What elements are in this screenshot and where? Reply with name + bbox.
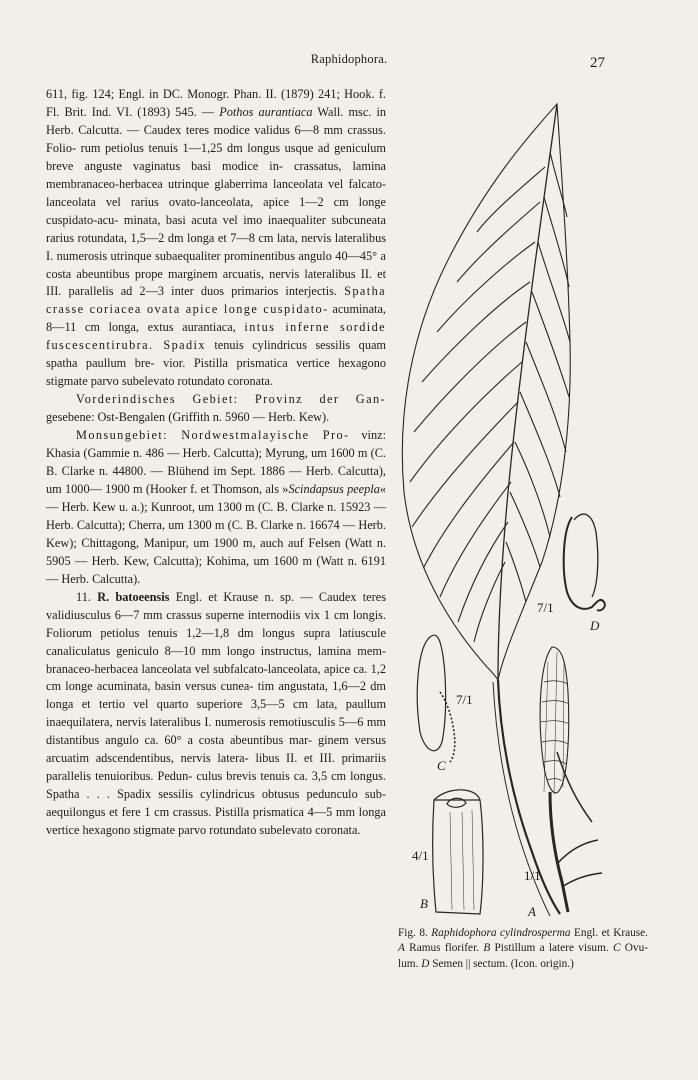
text-line: culus brevis tenuis ca. 3,5 cm longus. Spatha . . . [46,769,386,802]
text-line: prominentibus angulo 40—45° a costa abeuntibus [46,248,386,281]
text-line: distantibus angulo ca. 60° a costa abeuntibus mar- [46,733,313,748]
spadix-drawing [540,647,602,912]
caption-letter-B: B [483,942,491,955]
scale-label-D: 7/1 [537,600,554,615]
text-line: libus II. et III. primariis parallelis tenuioribus. Pedun- [46,751,387,784]
species-name: R. batoeensis [97,589,170,604]
text-line: 1900 m (Hooker f. et Thomson, als » [105,481,289,496]
paragraph-new-species [46,589,386,840]
figure-letter-B: B [420,896,428,911]
text-line: nervis lateralibus I. numerosis remotiusculis 5—6 mm [116,715,386,730]
text-line: Kohima, um 1600 m (Watt n. 6191 — Herb. [46,553,386,586]
species-number: 11. [76,589,91,604]
text-line: internodiis vix 1 cm longis. Foliorum petiolus tenuis [46,607,386,640]
text-line: um 1300 m (C. B. Clarke n. 16674 — Herb. [168,517,387,532]
text-line: apice ca. 1,2 cm longe acuminata, basin versus cunea- [46,661,386,694]
figure-letter-D: D [590,618,600,633]
text-line: intus inferne sordide fuscescentirubra. Spadix [46,320,387,353]
pistil-drawing [433,790,483,914]
figure-letter-C: C [437,758,446,773]
text-line: nervis lateralibus I. numerosis utrinque subaequaliter [46,230,387,263]
text-line: 1,2—1,8 dm longus supra latiuscule canaliculatus [46,625,386,658]
caption-text: Pistillum a latere visum. [490,942,613,955]
text-line: geniculo 8—10 mm longo instructus, lamina mem- [116,643,386,658]
caption-text: Ramus florifer. [404,942,480,955]
text-line: Spatha crasse coriacea ovata apice longe cuspidato- [46,284,387,317]
caption-prefix: Fig. 8. [398,927,432,939]
caption-text: Semen || sectum. (Icon. origin.) [429,957,574,970]
synonym-name: peepla [347,481,380,496]
caption-letter-C: C [612,942,621,955]
scale-label-A: 1/1 [524,868,541,883]
text-line: 611, fig. 124; Engl. in DC. Monogr. Phan. II. (1879) [46,87,314,101]
text-line: Myrung, um 1600 m (C. B. Clarke n. 44800. — [46,446,386,479]
text-line: aequilongus et fere 1 cm crassus. Pistilla prismatica [46,805,305,820]
body-text-column [46,86,386,840]
text-line: (C. B. Clarke n. 15923 — Herb. Calcutta); Cherra, [46,499,386,532]
text-line: Monsungebiet: Nordwestmalayische Pro- [76,428,350,443]
text-line: ginem versus arcuatim adscendentibus, nervis latera- [46,733,387,766]
text-line: tenuis cylindricus sessilis quam spatha paullum bre- [46,338,386,371]
caption-letter-D: D [421,957,430,970]
text-line: 4—5 mm longa vertice hexagono stigmate parvo [46,805,386,838]
text-line: 241; Hook. f. Fl. Brit. Ind. VI. (1893) 545. — [46,87,386,119]
page-number: 27 [590,55,605,71]
text-line: ovato-lanceolata, apice 1—2 cm longe cuspidato-acu- [46,194,387,227]
text-line: branaceo-herbacea lanceolata vel subfalcato-lanceolata, [46,661,321,676]
figure-caption [398,926,648,972]
text-line: Felsen (Watt n. 5905 — Herb. Kew, Calcutta); [46,535,386,568]
leaf-drawing [402,104,570,916]
text-line: Spadix sessilis cylindricus obtusus pedunculo sub- [117,787,386,802]
text-line: rarius rotundata, 1,5—2 dm longa et 7—8 cm lata, [46,230,298,245]
figure-letter-A: A [528,904,536,919]
text-line: minata, basi acuta vel imo inaequaliter subcuneata [123,212,386,227]
text-line: rotundato subelevato coronata. [209,823,361,838]
text-line: Caudex teres validiusculus 6—7 mm crassus superne [46,589,386,622]
text-line: Wall. msc. in Herb. Calcutta. — [46,104,387,137]
paragraph-distribution-monsoon [46,427,386,589]
paragraph-description [46,86,386,391]
text-line: geniculum breve anguste vaginatus basi modice in- [46,140,387,173]
running-title: Raphidophora. [310,52,388,66]
text-line: glaberrima lanceolata vel falcato-lanceolata vel rarius [46,176,387,209]
caption-species: Raphidophora cylindrosperma [431,927,571,939]
text-line: parallelis ad 2—3 inter duos primarios interjectis. [68,284,337,299]
text-line: gesebene: Ost-Bengalen (Griffith n. 5960 — [46,410,266,425]
synonym-name: Scindapsus [288,481,344,496]
text-line: Kew); Chittagong, Manipur, um 1900 m, auch auf [46,535,304,550]
text-line: superiore 3,5—5 cm lata, paullum inaequilatera, [46,697,387,730]
botanical-illustration [392,92,650,932]
text-line: tim angustata, 1,6—2 dm longa et tertio vel quarto [46,679,386,712]
caption-letter-A: A [398,942,405,955]
text-line: Blühend im Sept. 1886 — Herb. Calcutta), um 1000— [46,464,387,496]
text-line: Caudex teres modice validus 6—8 mm crassus. Folio- [46,122,386,155]
seed-section-drawing [564,514,605,610]
paragraph-distribution-india [46,391,386,427]
text-line: crassatus, lamina membranaceo-herbacea utrinque [46,158,386,191]
text-line: « — Herb. Kew u. a.); Kunroot, um 1300 m [46,481,386,514]
text-line: acuminata, 8—11 cm longa, extus aurantiaca, [46,302,386,335]
ovule-drawing [417,635,455,762]
text-line: Engl. et Krause n. sp. — [169,589,313,604]
text-line: Calcutta). [92,571,141,586]
caption-text: Engl. et Krause. [573,927,649,939]
text-line: prope marginem arcuatis, nervis lateralibus II. et III. [46,266,386,299]
text-line: vinz: Khasia (Gammie n. 486 — Herb. Calcutta); [46,428,386,461]
scale-label-B: 4/1 [412,848,429,863]
scale-label-C: 7/1 [456,692,473,707]
text-line: rum petiolus tenuis 1—1,25 dm longus usque ad [80,140,330,155]
text-line: Herb. Kew). [268,410,330,425]
text-line: parvo subelevato rotundato coronata. [90,374,274,389]
synonym-name: Pothos aurantiaca [219,104,313,119]
text-line: Vorderindisches Gebiet: Provinz der Gan- [76,392,386,407]
text-line: vior. Pistilla prismatica vertice hexagono stigmate [46,356,387,389]
caption-text: Ovu- [620,942,648,955]
caption-text: lum. [398,957,422,970]
